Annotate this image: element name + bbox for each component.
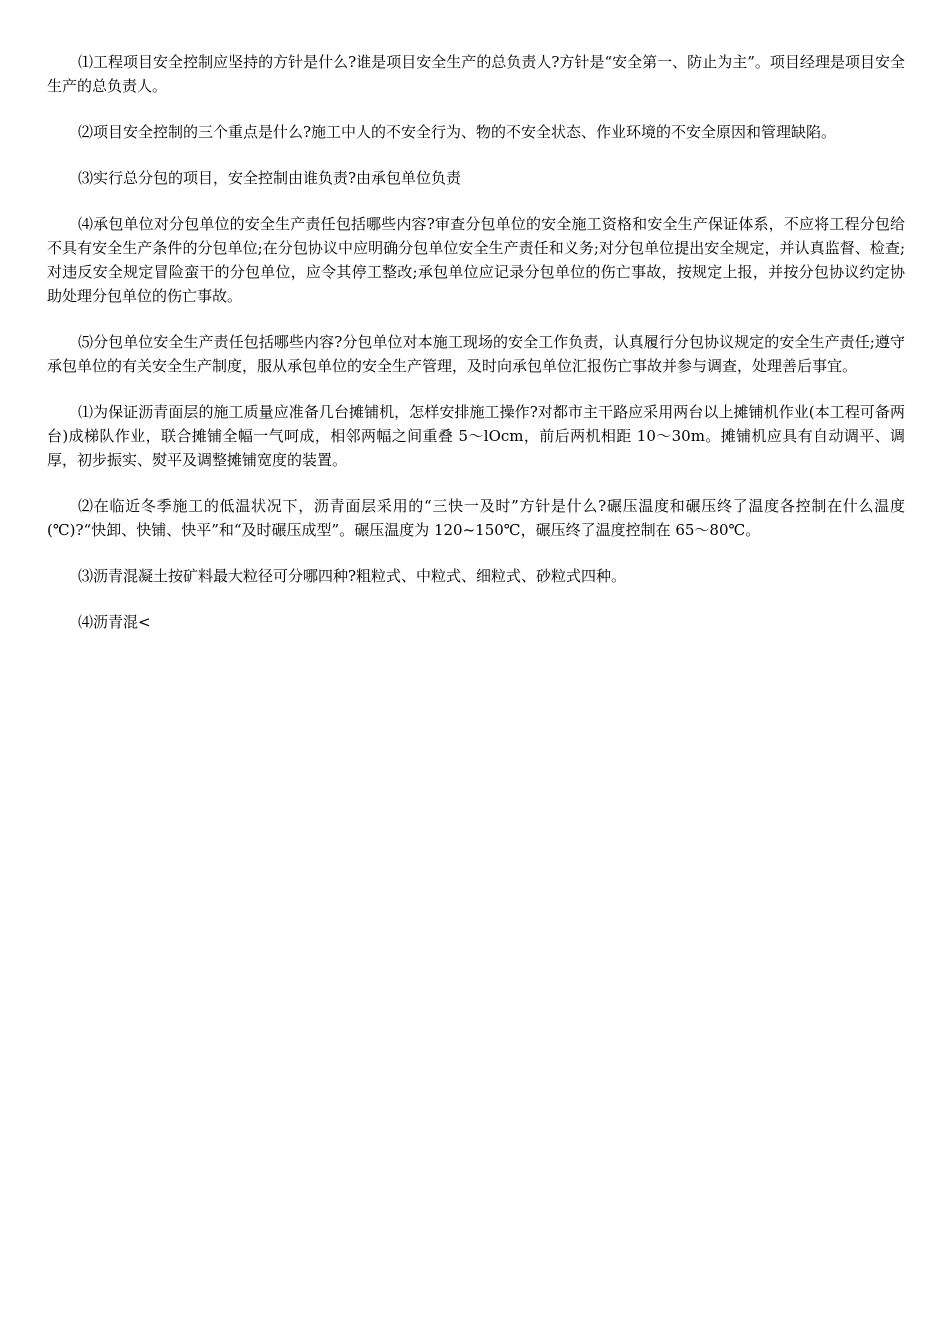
paragraph-safety-focus: ⑵项目安全控制的三个重点是什么?施工中人的不安全行为、物的不安全状态、作业环境的不安全原因和管理缺陷。: [78, 123, 837, 141]
paragraph-general-contract: ⑶实行总分包的项目，安全控制由谁负责?由承包单位负责: [78, 169, 462, 187]
paragraph-truncated: ⑷沥青混<: [78, 613, 151, 631]
paragraph-contractor-responsibility: ⑷承包单位对分包单位的安全生产责任包括哪些内容?审查分包单位的安全施工资格和安全生产保证体系，不应将工程分包给不具有安全生产条件的分包单位;在分包协议中应明确分包单位安全生产责任和义务;对分包单位提出安全规定，并认真监督、检查;对违反安全规定冒险蛮干的分包单位，应令其停工整改;承包单位应记录分包单位的伤亡事故，按规定上报，并按分包协议约定协助处理分包单位的伤亡事故。: [47, 215, 905, 305]
paragraph-asphalt-types: ⑶沥青混凝土按矿料最大粒径可分哪四种?粗粒式、中粒式、细粒式、砂粒式四种。: [78, 567, 627, 585]
document-body: [47, 50, 905, 656]
paragraph-safety-policy: ⑴工程项目安全控制应坚持的方针是什么?谁是项目安全生产的总负责人?方针是“安全第一、防止为主”。项目经理是项目安全生产的总负责人。: [47, 53, 905, 95]
paragraph-subcontractor-responsibility: ⑸分包单位安全生产责任包括哪些内容?分包单位对本施工现场的安全工作负责，认真履行分包协议规定的安全生产责任;遵守承包单位的有关安全生产制度，服从承包单位的安全生产管理，及时向承包单位汇报伤亡事故并参与调查，处理善后事宜。: [47, 333, 905, 375]
paragraph-winter-construction: ⑵在临近冬季施工的低温状况下，沥青面层采用的“三快一及时”方针是什么?碾压温度和碾压终了温度各控制在什么温度(℃)?“快卸、快铺、快平”和“及时碾压成型”。碾压温度为 120~150℃，碾压终了温度控制在 65～80℃。: [47, 497, 905, 539]
paragraph-paver-arrangement: ⑴为保证沥青面层的施工质量应准备几台摊铺机，怎样安排施工操作?对都市主干路应采用两台以上摊铺机作业(本工程可备两台)成梯队作业，联合摊铺全幅一气呵成，相邻两幅之间重叠 5～lOcm，前后两机相距 10～30m。摊铺机应具有自动调平、调厚，初步振实、熨平及调整摊铺宽度的装置。: [47, 403, 905, 469]
